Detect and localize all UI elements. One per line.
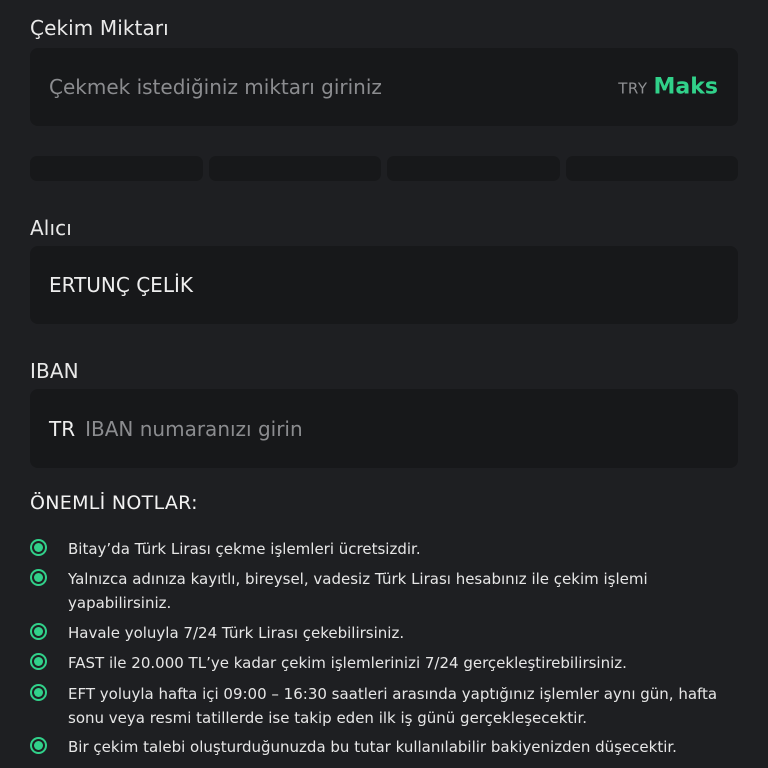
note-text: Havale yoluyla 7/24 Türk Lirası çekebilirsiniz. xyxy=(68,624,405,642)
amount-placeholder: Çekmek istediğiniz miktarı giriniz xyxy=(49,75,382,99)
radio-bullet-icon xyxy=(30,653,47,670)
iban-country-prefix: TR xyxy=(49,416,76,441)
radio-bullet-icon xyxy=(30,569,47,586)
recipient-label: Alıcı xyxy=(30,216,72,240)
radio-bullet-icon xyxy=(30,737,47,754)
note-text: Yalnızca adınıza kayıtlı, bireysel, vadesiz Türk Lirası hesabınız ile çekim işlemi yapabilirsiniz. xyxy=(68,570,648,612)
note-item xyxy=(30,621,745,645)
notes-title: ÖNEMLİ NOTLAR: xyxy=(30,492,198,514)
quick-amount-chip[interactable] xyxy=(387,156,560,181)
amount-input[interactable] xyxy=(30,48,738,126)
note-item xyxy=(30,735,745,759)
note-text: FAST ile 20.000 TL’ye kadar çekim işlemlerinizi 7/24 gerçekleştirebilirsiniz. xyxy=(68,654,627,672)
note-text: EFT yoluyla hafta içi 09:00 – 16:30 saatleri arasında yaptığınız işlemler aynı gün, hafta sonu veya resmi tatillerde ise takip eden ilk iş günü gerçekleşecektir. xyxy=(68,685,718,727)
radio-bullet-icon xyxy=(30,684,47,701)
quick-amount-chip[interactable] xyxy=(209,156,382,181)
quick-amount-chip[interactable] xyxy=(30,156,203,181)
iban-placeholder: IBAN numaranızı girin xyxy=(85,416,303,441)
note-item xyxy=(30,567,745,615)
max-amount-button[interactable]: Maks xyxy=(653,74,718,100)
currency-code: TRY xyxy=(618,79,648,98)
iban-input[interactable] xyxy=(30,389,738,468)
note-text: Bir çekim talebi oluşturduğunuzda bu tutar kullanılabilir bakiyenizden düşecektir. xyxy=(68,738,677,756)
radio-bullet-icon xyxy=(30,623,47,640)
iban-text xyxy=(49,417,303,441)
radio-bullet-icon xyxy=(30,539,47,556)
quick-amount-chips xyxy=(30,156,738,181)
note-item xyxy=(30,651,745,675)
amount-suffix xyxy=(618,75,718,100)
note-text: Bitay’da Türk Lirası çekme işlemleri ücretsizdir. xyxy=(68,540,421,558)
quick-amount-chip[interactable] xyxy=(566,156,739,181)
iban-label: IBAN xyxy=(30,359,79,383)
amount-label: Çekim Miktarı xyxy=(30,16,169,40)
note-item xyxy=(30,682,745,730)
note-item xyxy=(30,537,745,561)
recipient-value: ERTUNÇ ÇELİK xyxy=(49,273,193,297)
recipient-field[interactable] xyxy=(30,246,738,324)
